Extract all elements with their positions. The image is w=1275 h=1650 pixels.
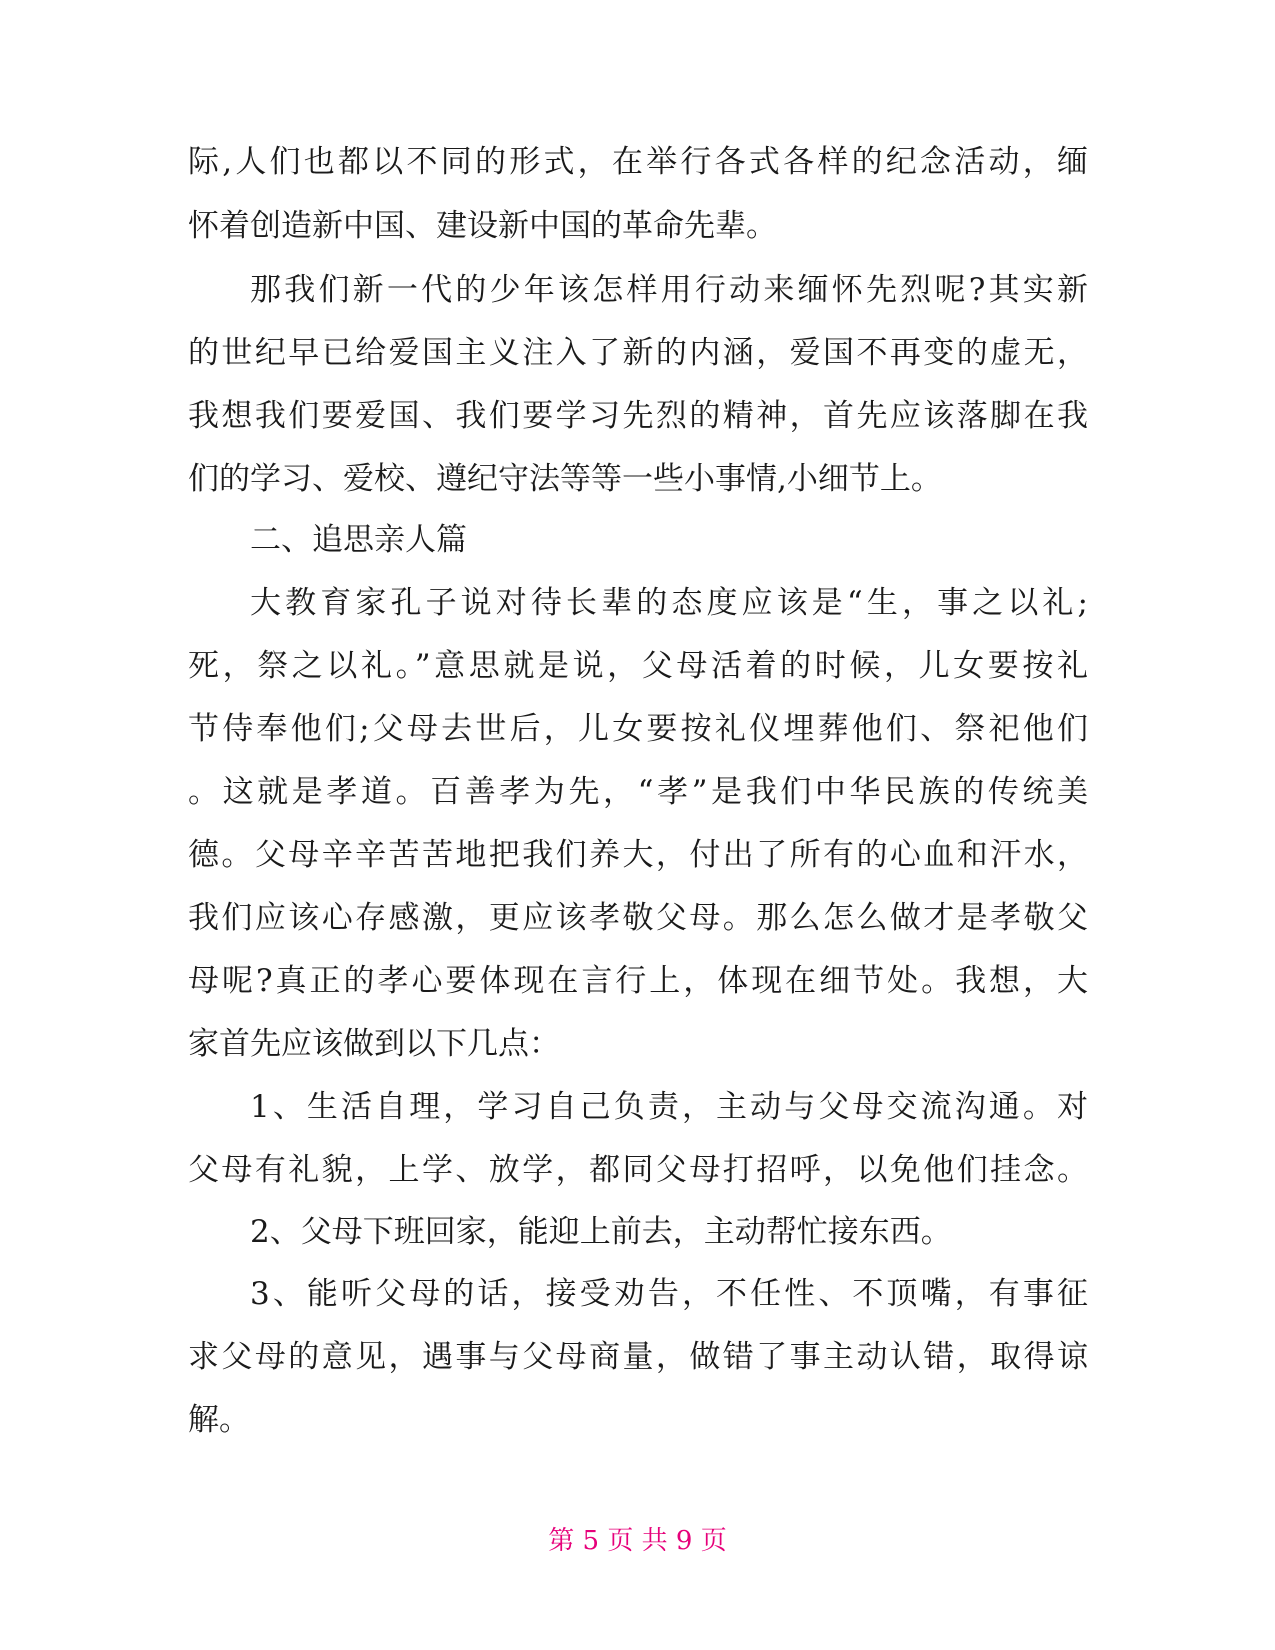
text-line: 。这就是孝道。百善孝为先，“孝”是我们中华民族的传统美 bbox=[188, 774, 1088, 810]
text-line: 的世纪早已给爱国主义注入了新的内涵，爱国不再变的虚无， bbox=[188, 335, 1088, 371]
text-line: 解。 bbox=[188, 1402, 250, 1438]
text-line: 我们应该心存感激，更应该孝敬父母。那么怎么做才是孝敬父 bbox=[188, 900, 1088, 936]
text-line: 家首先应该做到以下几点： bbox=[188, 1026, 560, 1062]
text-line: 德。父母辛辛苦苦地把我们养大，付出了所有的心血和汗水， bbox=[188, 837, 1088, 873]
paragraph-first-line: 那我们新一代的少年该怎样用行动来缅怀先烈呢?其实新 bbox=[250, 272, 1088, 308]
page-number-footer: 第 5 页 共 9 页 bbox=[548, 1526, 727, 1556]
list-item: 2、父母下班回家，能迎上前去，主动帮忙接东西。 bbox=[250, 1214, 952, 1250]
text-line: 们的学习、爱校、遵纪守法等等一些小事情,小细节上。 bbox=[188, 461, 942, 497]
list-item: 3、能听父母的话，接受劝告，不任性、不顶嘴，有事征 bbox=[250, 1276, 1088, 1312]
list-item: 1、生活自理，学习自己负责，主动与父母交流沟通。对 bbox=[250, 1089, 1088, 1125]
text-line: 我想我们要爱国、我们要学习先烈的精神，首先应该落脚在我 bbox=[188, 398, 1088, 434]
text-line: 怀着创造新中国、建设新中国的革命先辈。 bbox=[188, 208, 777, 244]
text-line: 父母有礼貌，上学、放学，都同父母打招呼，以免他们挂念。 bbox=[188, 1152, 1088, 1188]
text-line: 际,人们也都以不同的形式，在举行各式各样的纪念活动，缅 bbox=[188, 144, 1088, 180]
text-line: 节侍奉他们;父母去世后，儿女要按礼仪埋葬他们、祭祀他们 bbox=[188, 711, 1088, 747]
section-heading: 二、追思亲人篇 bbox=[250, 522, 467, 558]
paragraph-first-line: 大教育家孔子说对待长辈的态度应该是“生，事之以礼; bbox=[250, 585, 1088, 621]
text-line: 死，祭之以礼。”意思就是说，父母活着的时候，儿女要按礼 bbox=[188, 648, 1088, 684]
text-line: 求父母的意见，遇事与父母商量，做错了事主动认错，取得谅 bbox=[188, 1339, 1088, 1375]
text-line: 母呢?真正的孝心要体现在言行上，体现在细节处。我想，大 bbox=[188, 963, 1088, 999]
